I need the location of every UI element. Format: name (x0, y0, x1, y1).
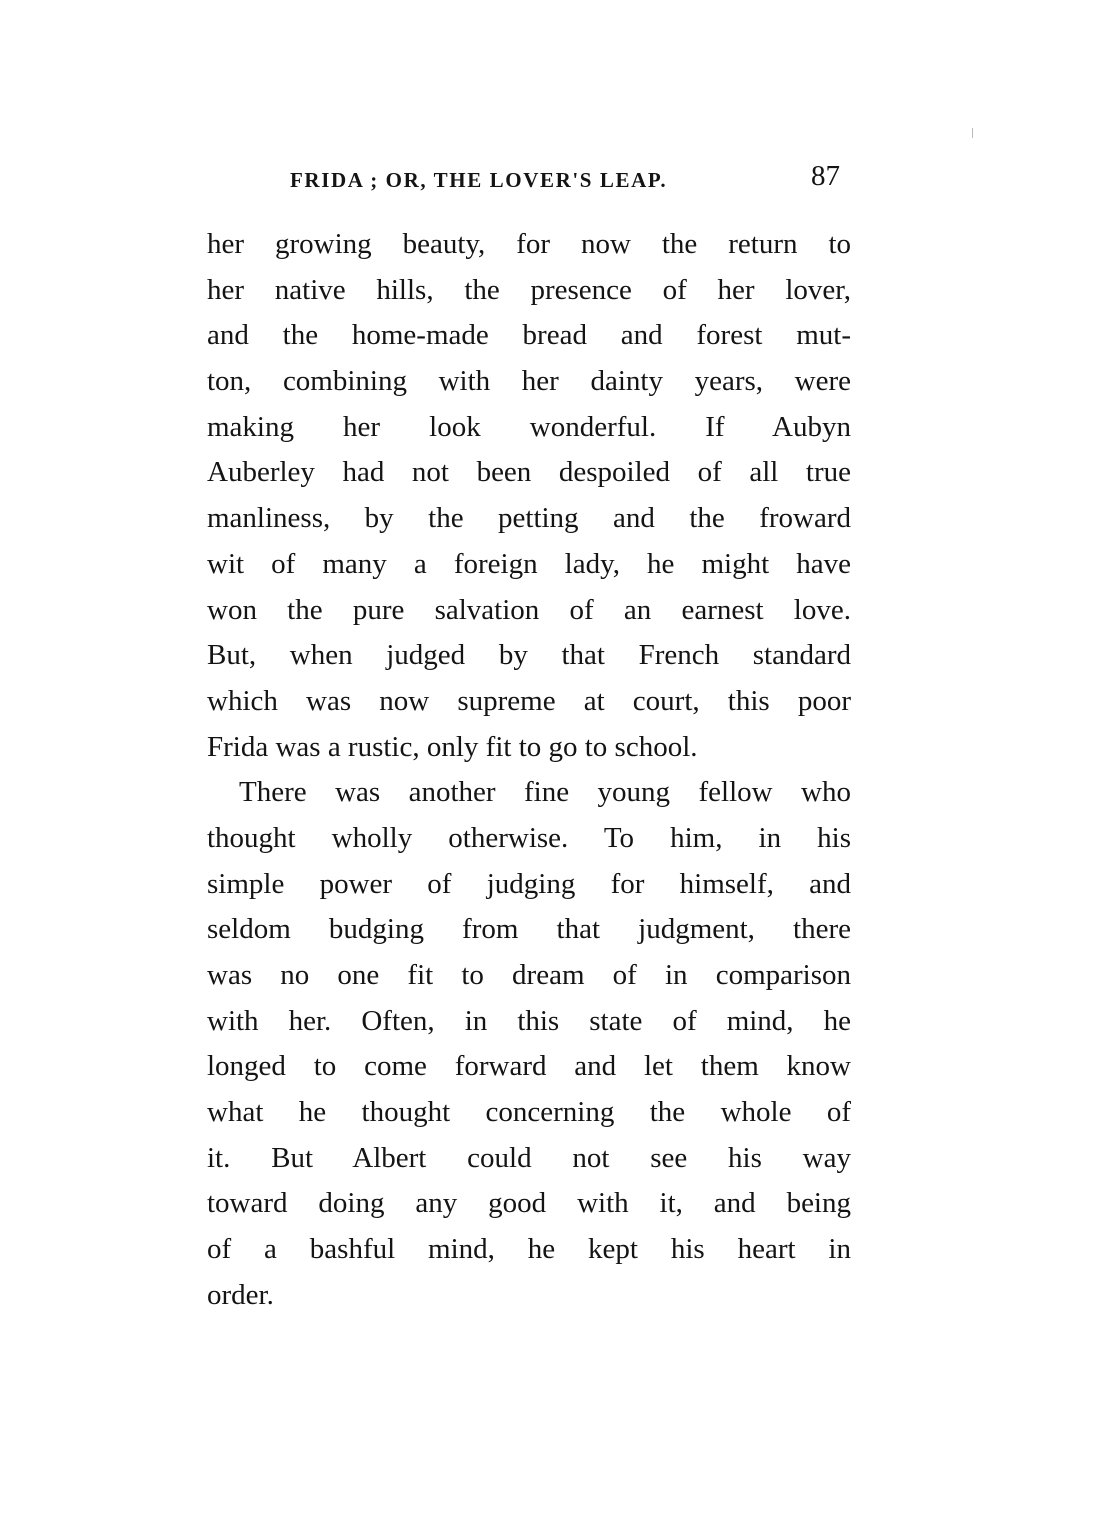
text-line: what he thought concerning the whole of (207, 1096, 851, 1129)
text-line: Auberley had not been despoiled of all true (207, 456, 851, 489)
text-line: which was now supreme at court, this poor (207, 684, 851, 717)
text-line: longed to come forward and let them know (207, 1050, 851, 1083)
text-line: won the pure salvation of an earnest love. (207, 593, 851, 626)
margin-mark (972, 128, 973, 138)
text-line: toward doing any good with it, and being (207, 1187, 851, 1220)
text-line: But, when judged by that French standard (207, 639, 851, 672)
text-line: There was another fine young fellow who (239, 776, 851, 809)
text-line: simple power of judging for himself, and (207, 867, 851, 900)
text-line: thought wholly otherwise. To him, in his (207, 821, 851, 854)
text-line: order. (207, 1278, 274, 1311)
body-text (207, 222, 851, 1319)
text-line: wit of many a foreign lady, he might have (207, 547, 851, 580)
text-line: it. But Albert could not see his way (207, 1141, 851, 1174)
text-line: of a bashful mind, he kept his heart in (207, 1233, 851, 1266)
paragraph (207, 222, 851, 770)
text-line: seldom budging from that judgment, there (207, 913, 851, 946)
text-line: her native hills, the presence of her lover, (207, 273, 851, 306)
text-line: and the home-made bread and forest mut- (207, 319, 851, 352)
page-header (290, 160, 850, 200)
text-line: with her. Often, in this state of mind, he (207, 1004, 851, 1037)
text-line: making her look wonderful. If Aubyn (207, 410, 851, 443)
text-line: was no one fit to dream of in comparison (207, 959, 851, 991)
text-line: ton, combining with her dainty years, were (207, 365, 851, 398)
running-title: FRIDA ; OR, THE LOVER'S LEAP. (290, 168, 668, 192)
text-line: manliness, by the petting and the froward (207, 502, 851, 535)
text-line: Frida was a rustic, only fit to go to school. (207, 730, 698, 763)
page-number: 87 (811, 160, 840, 192)
paragraph (207, 770, 851, 1318)
text-line: her growing beauty, for now the return to (207, 228, 851, 260)
